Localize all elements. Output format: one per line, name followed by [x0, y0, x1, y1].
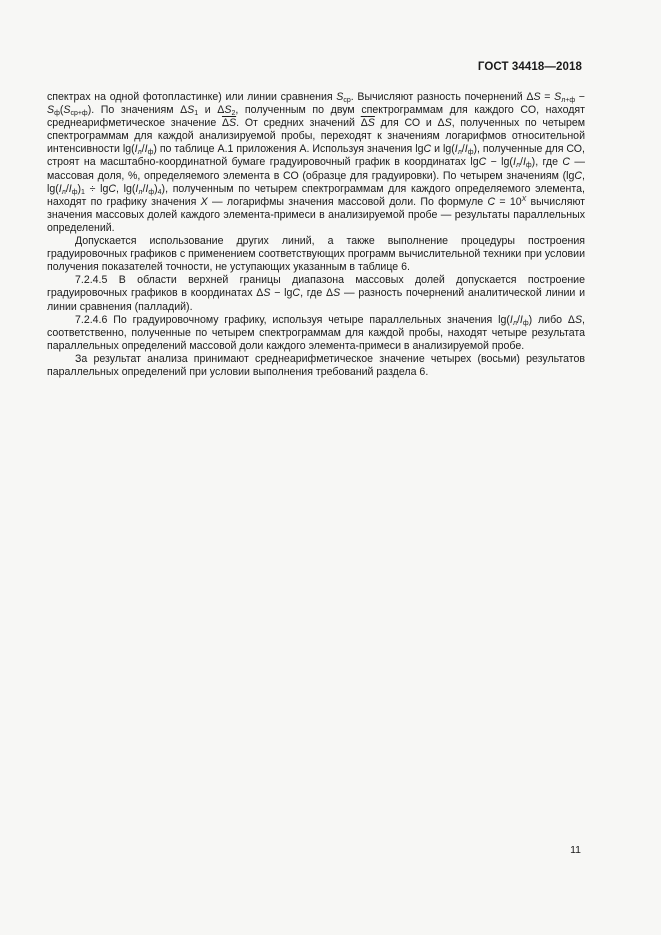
- document-body: [47, 91, 585, 379]
- page-number: 11: [570, 844, 581, 856]
- paragraph-other-lines: Допускается использование других линий, а также выполнение процедуры построения градуировочных графиков с применением соответствующих программ вычислительной техники при условии получения показателей точности, не уступающих указанным в таблице 6.: [47, 235, 585, 274]
- paragraph-calculation: [47, 91, 585, 235]
- paragraph-7-2-4-6: [47, 314, 585, 353]
- paragraph-text: спектрах на одной фотопластинке) или линии сравнения $S_{ср}$. Вычисляют разность почернений $\Delta S = S_{л+ф} - S_ф(S_{ср+ф})$. По значениям $\Delta S_1$ и $\Delta S_2$, полученным по двум спектрограммам для каждого СО, находят среднеарифметическое значение ΔS. От средних значений ΔS для СО и ΔS, полученных по четырем спектрограммам для каждой анализируемой пробы, переходят к значениям логарифмов относительной интенсивности $\lg(I_л/I_ф)$ по таблице А.1 приложения А. Используя значения lgC и $\lg(I_л/I_ф)$, полученные для СО, строят на масштабно-координатной бумаге градуировочный график в координатах $\lg C - \lg(I_л/I_ф)$, где C — массовая доля, %, определяемого элемента в СО (образце для градуировки). По четырем значениям (lgC, $\lg(I_л/I_ф)_1 \div \lg C$, $\lg(I_л/I_ф)_4$), полученным по четырем спектрограммам для каждого определяемого элемента, находят по графику значения X — логарифмы значения массовой доли. По формуле $C = 10^X$ вычисляют значения массовых долей каждого элемента-примеси в анализируемой пробе — результаты параллельных определений.: [47, 91, 586, 234]
- paragraph-7-2-4-5: [47, 274, 585, 313]
- paragraph-text: 7.2.4.5 В области верхней границы диапазона массовых долей допускается построение градуировочных графиков в координатах ΔS − lgC, где ΔS — разность почернений аналитической линии и линии сравнения (палладий).: [47, 274, 585, 313]
- paragraph-text: 7.2.4.6 По градуировочному графику, используя четыре параллельных значения $\lg(I_л/I_ф)$ либо ΔS, соответственно, полученные по четырем спектрограммам для каждой пробы, находят четыре результата параллельных определений массовой доли каждого элемента-примеси в анализируемой пробе.: [47, 313, 585, 352]
- paragraph-result: За результат анализа принимают среднеарифметическое значение четырех (восьми) результатов параллельных определений при условии выполнения требований раздела 6.: [47, 352, 585, 378]
- document-header: ГОСТ 34418—2018: [477, 61, 582, 73]
